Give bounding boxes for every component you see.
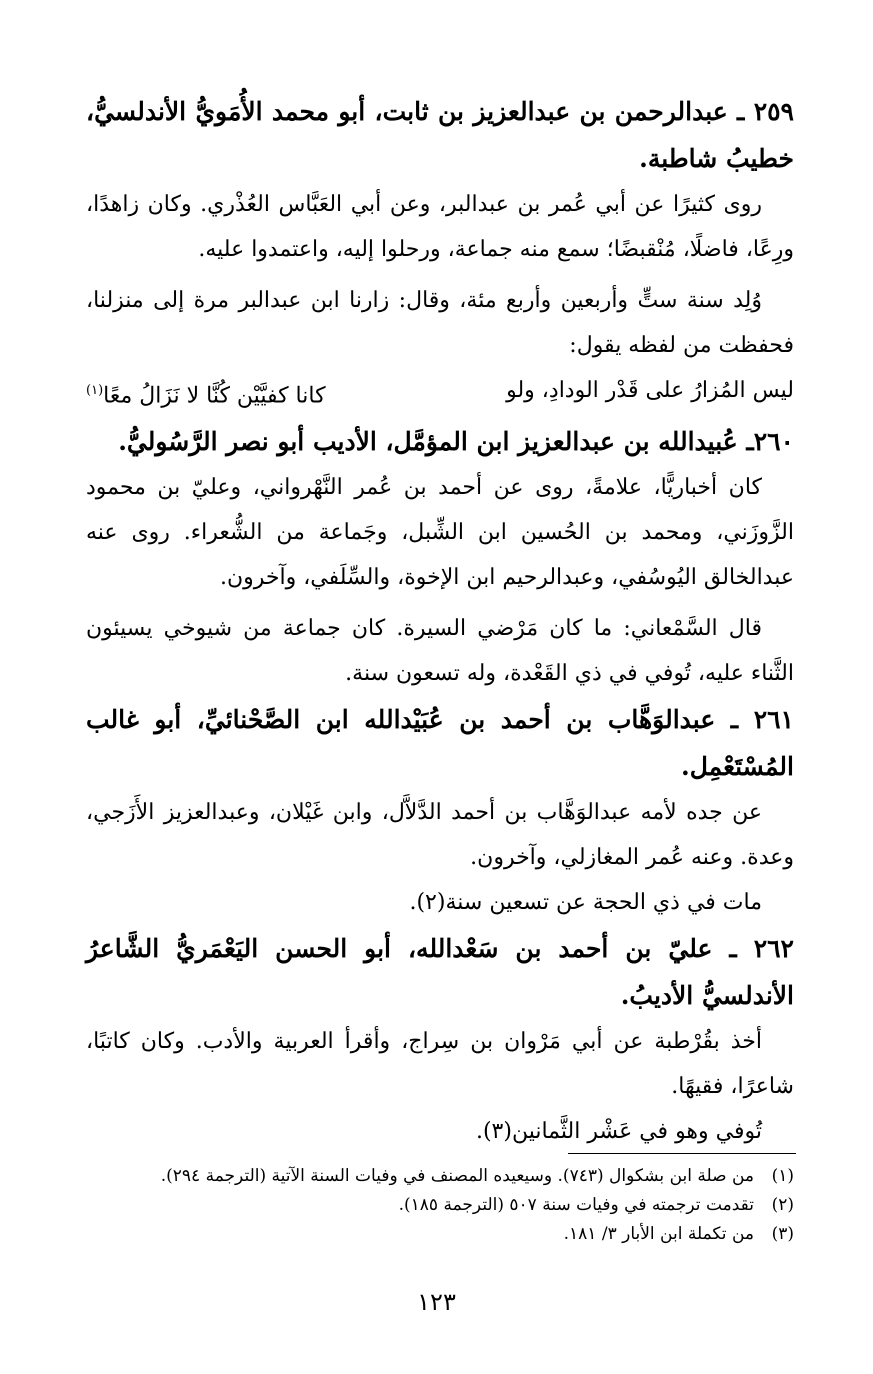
footnote-divider [568,1153,796,1154]
verse-hemistich-2: كانا كفيَّيْن كُنَّا لا نَزَالُ معًا$^{(١)}$ [86,383,326,409]
footnote [86,1220,794,1249]
footnote-text: من صلة ابن بشكوال (٧٤٣). وسيعيده المصنف في وفيات السنة الآتية (الترجمة ٢٩٤). [160,1166,754,1186]
entry-heading: ٢٥٩ ـ عبدالرحمن بن عبدالعزيز بن ثابت، أبو محمد الأُمَويُّ الأندلسيُّ، خطيبُ شاطبة. [86,97,794,173]
poem-verse [86,368,794,418]
entry-paragraph: أخذ بقُرْطبة عن أبي مَرْوان بن سِراج، وأقرأ العربية والأدب. وكان كاتبًا، شاعرًا، فقيهًا. [86,1029,794,1100]
entry-heading: ٢٦٢ ـ عليّ بن أحمد بن سَعْدالله، أبو الحسن اليَعْمَريُّ الشَّاعرُ الأندلسيُّ الأديبُ. [86,934,794,1011]
footnote-number: (١) [771,1166,794,1186]
entry-paragraph: عن جده لأمه عبدالوَهَّاب بن أحمد الدَّلاَّل، وابن غَيْلان، وعبدالعزيز الأَزَجي، وعدة. وعنه عُمر المغازلي، وآخرون. [86,800,794,871]
page-number: ١٢٣ [417,1288,456,1316]
footnote-number: (٣) [771,1224,794,1244]
entry-heading: ٢٦١ ـ عبدالوَهَّاب بن أحمد بن عُبَيْدالله ابن الصَّحْنائيِّ، أبو غالب المُسْتَعْمِل. [86,705,794,782]
footnote [86,1162,794,1191]
footnote-ref: (١) [86,383,104,398]
entry-heading: ٢٦٠ـ عُبيدالله بن عبدالعزيز ابن المؤمَّل، الأديب أبو نصر الرَّسُوليُّ. [118,427,794,457]
verse-hemistich-1: ليس المُزارُ على قَدْر الودادِ، ولو [506,378,794,403]
entry-paragraph: مات في ذي الحجة عن تسعين سنة(٢). [409,890,762,916]
entry-paragraph: قال السَّمْعاني: ما كان مَرْضي السيرة. كان جماعة من شيوخي يسيئون الثَّناء عليه، تُوفي في ذي القَعْدة، وله تسعون سنة. [86,616,794,687]
footnote-text: من تكملة ابن الأبار ٣/ ١٨١. [563,1224,754,1244]
entry-paragraph: وُلِد سنة ستٍّ وأربعين وأربع مئة، وقال: زارنا ابن عبدالبر مرة إلى منزلنا، فحفظت من لفظه يقول: [86,288,794,358]
footnotes [86,1162,794,1249]
entry-paragraph: روى كثيرًا عن أبي عُمر بن عبدالبر، وعن أبي العَبَّاس العُذْري. وكان زاهدًا، ورِعًا، فاضلًا، مُنْقبضًا؛ سمع منه جماعة، ورحلوا إليه، واعتمدوا عليه. [86,192,794,262]
footnote-number: (٢) [771,1195,794,1215]
entry-paragraph: تُوفي وهو في عَشْر الثَّمانين(٣). [475,1119,762,1145]
footnote-text: تقدمت ترجمته في وفيات سنة ٥٠٧ (الترجمة ١٨٥). [398,1195,754,1215]
footnote [86,1191,794,1220]
entry-paragraph: كان أخباريًّا، علامةً، روى عن أحمد بن عُمر النَّهْرواني، وعليّ بن محمود الزَّوزَني، ومحمد بن الحُسين ابن الشِّبل، وجَماعة من الشُّعراء. روى عنه عبدالخالق اليُوسُفي، وعبدالرحيم ابن الإخوة، والسِّلَفي، وآخرون. [86,475,794,591]
page-body [86,88,794,1154]
